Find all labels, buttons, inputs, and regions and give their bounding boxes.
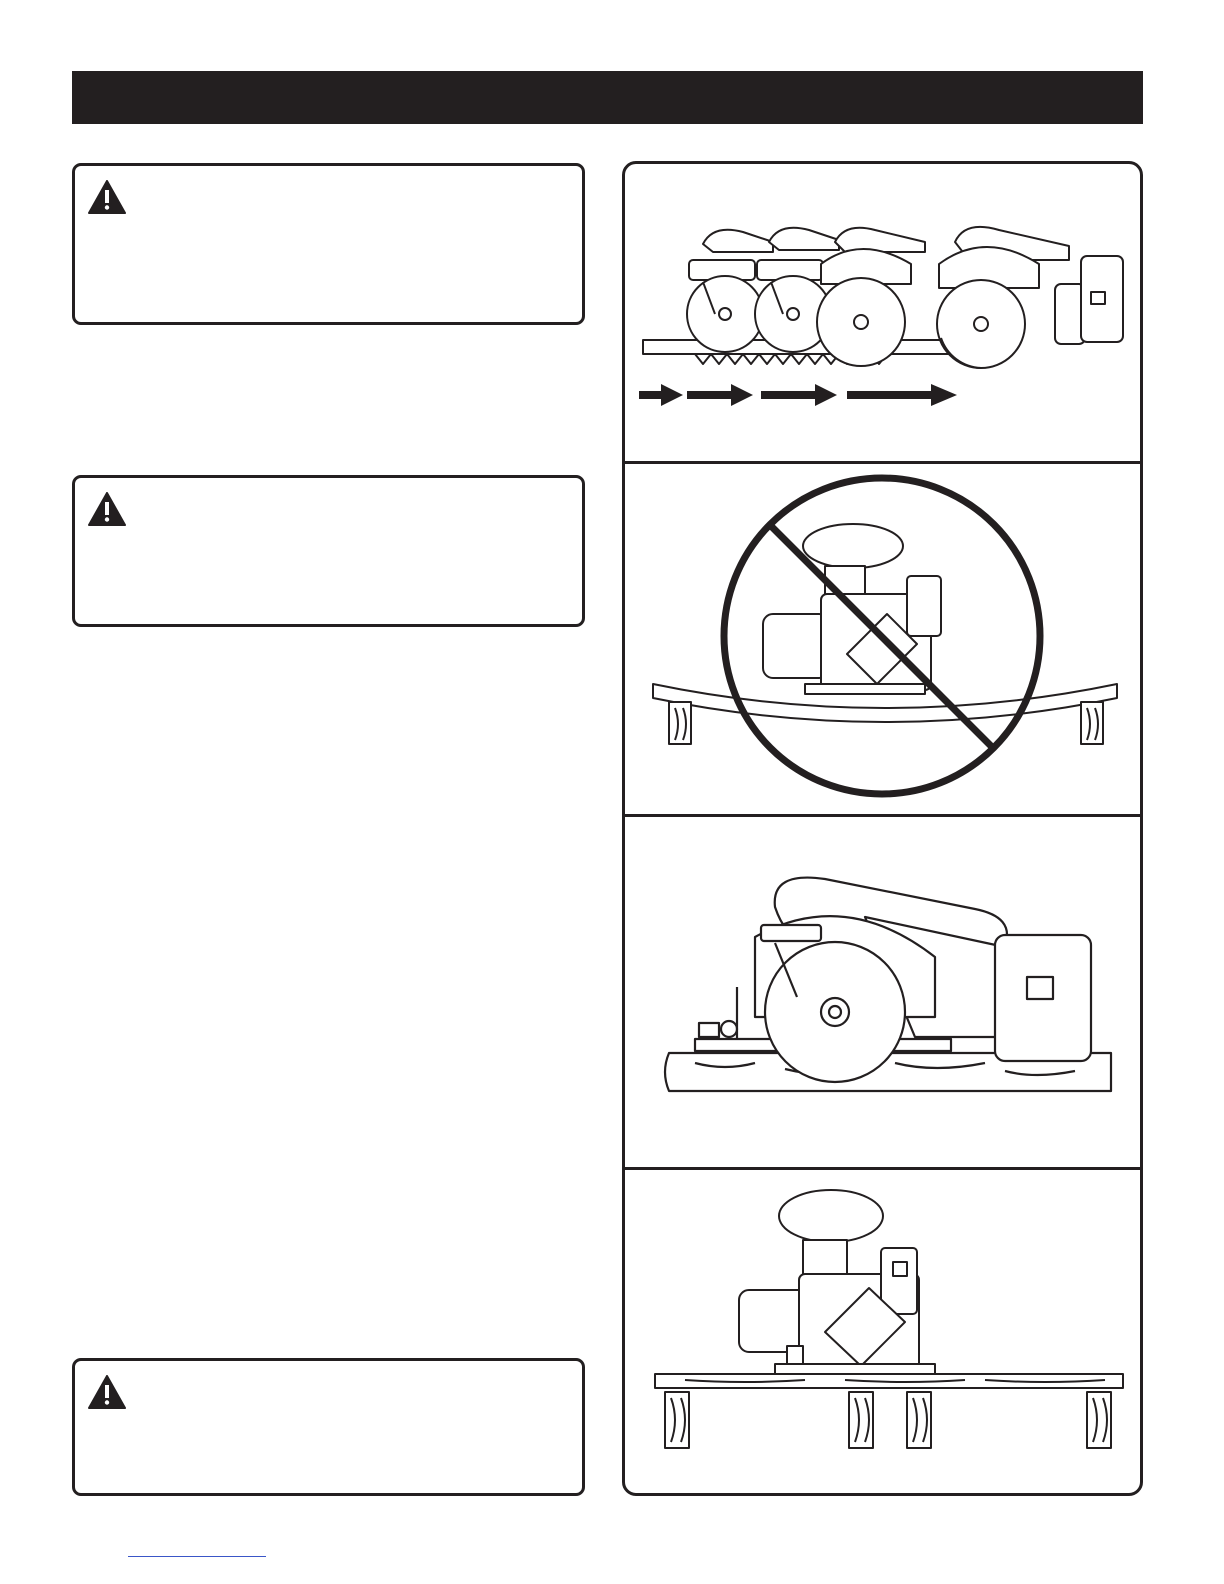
figure-panel [622,161,1143,1496]
saw-progression-figure [625,164,1140,461]
saw-on-board-figure [625,817,1140,1167]
section-header-bar [72,71,1143,124]
warning-triangle-icon [88,492,126,526]
proper-support-figure [625,1170,1140,1496]
prohibited-support-figure [625,464,1140,814]
warning-box-1 [72,163,585,325]
footer-link-underline [128,1556,266,1557]
warning-triangle-icon [88,1375,126,1409]
warning-box-2 [72,475,585,627]
warning-box-3 [72,1358,585,1496]
warning-triangle-icon [88,180,126,214]
